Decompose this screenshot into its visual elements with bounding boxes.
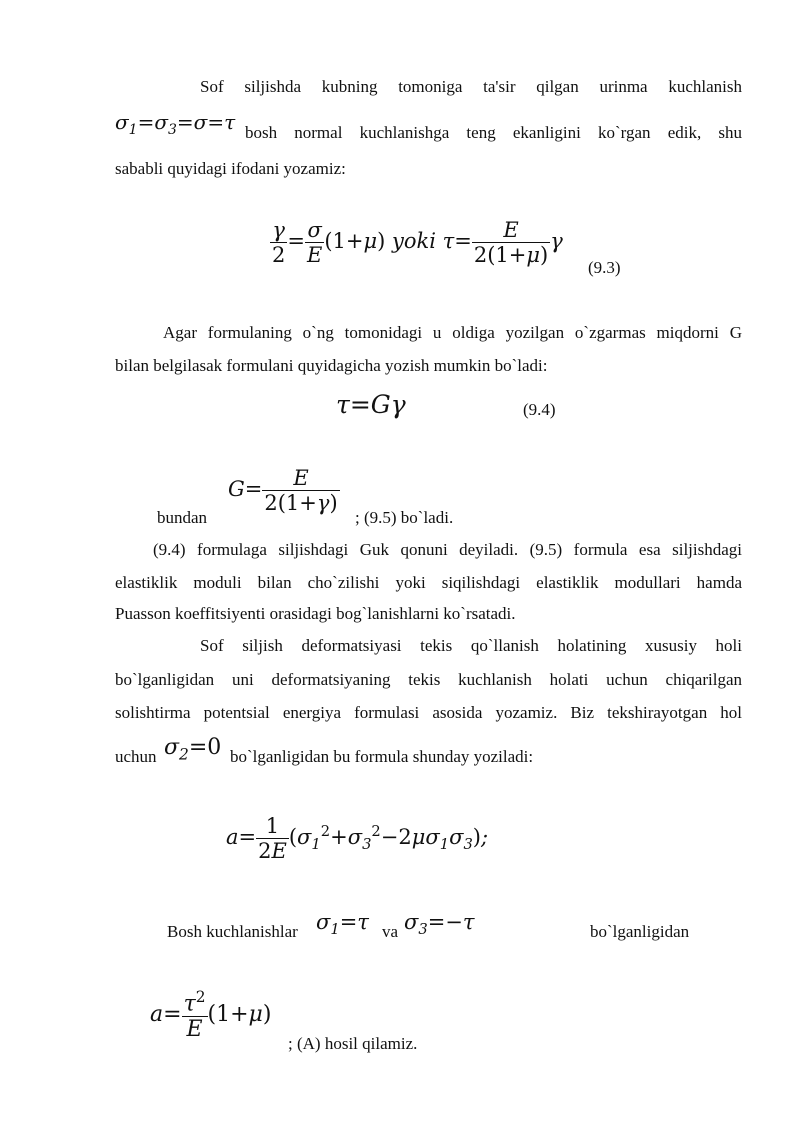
sigma-equality-formula: $\sigma_1=\sigma_3=\sigma=\tau$ xyxy=(115,110,236,138)
equation-9-4: τ=Gγ xyxy=(336,390,406,419)
paragraph-line: ; (A) hosil qilamiz. xyxy=(288,1034,418,1053)
equation-label-9-3: (9.3) xyxy=(588,258,621,277)
equation-label-9-5: ; (9.5) bo`ladi. xyxy=(355,508,454,527)
paragraph-line: elastiklik moduli bilan cho`zilishi yoki siqilishdagi elastiklik modullari hamda xyxy=(115,573,742,592)
bundan-word: bundan xyxy=(157,508,208,527)
sigma1-tau-formula: $\sigma_1=\tau$ xyxy=(316,910,369,939)
paragraph-line: bo`lganligidan bu formula shunday yoziladi: xyxy=(230,747,534,766)
paragraph-line: bo`lganligidan xyxy=(590,922,690,941)
paragraph-line: bilan belgilasak formulani quyidagicha yozish mumkin bo`ladi: xyxy=(115,356,548,375)
yoki-word: yoki xyxy=(392,229,436,253)
paragraph-line: sababli quyidagi ifodani yozamiz: xyxy=(115,159,346,178)
equation-9-3: $\frac{\gamma}{2}$ = $\frac{\sigma}{E}$ (1+μ) yoki τ= $\frac{E}{2(1+\mu)}$ γ xyxy=(272,218,563,267)
paragraph-line: solishtirma potentsial energiya formulasi asosida yozamiz. Biz tekshirayotgan hol xyxy=(115,703,742,722)
paragraph-line: bo`lganligidan uni deformatsiyaning tekis kuchlanish holati uchun chiqarilgan xyxy=(115,670,742,689)
paragraph-line: Sof siljish deformatsiyasi tekis qo`llanish holatining xususiy holi xyxy=(200,636,742,655)
paragraph-line: Sof siljishda kubning tomoniga ta'sir qilgan urinma kuchlanish xyxy=(200,77,742,96)
final-equation: a= $\frac{\tau^2}{E}$ (1+μ) xyxy=(150,988,272,1043)
paragraph-line: Agar formulaning o`ng tomonidagi u oldiga yozilgan o`zgarmas miqdorni G xyxy=(163,323,742,342)
energy-equation: a= $\frac{1}{2E}$ $(\sigma_1^2+\sigma_3^2-2\mu\sigma_1\sigma_3)$; xyxy=(226,814,489,863)
equation-label-9-4: (9.4) xyxy=(523,400,556,419)
sigma2-zero-formula: $\sigma_2=0$ xyxy=(164,735,222,764)
sigma3-minus-tau-formula: $\sigma_3=-\tau$ xyxy=(404,910,475,939)
paragraph-line: (9.4) formulaga siljishdagi Guk qonuni deyiladi. (9.5) formula esa siljishdagi xyxy=(153,540,742,559)
paragraph-line: uchun xyxy=(115,747,157,766)
paragraph-line: bosh normal kuchlanishga teng ekanligini ko`rgan edik, shu xyxy=(245,123,742,142)
equation-9-5: G= $\frac{E}{2(1+\gamma)}$ xyxy=(228,466,338,515)
paragraph-line: Bosh kuchlanishlar xyxy=(167,922,298,941)
paragraph-line: Puasson koeffitsiyenti orasidagi bog`lanishlarni ko`rsatadi. xyxy=(115,604,516,623)
va-word: va xyxy=(382,922,399,941)
